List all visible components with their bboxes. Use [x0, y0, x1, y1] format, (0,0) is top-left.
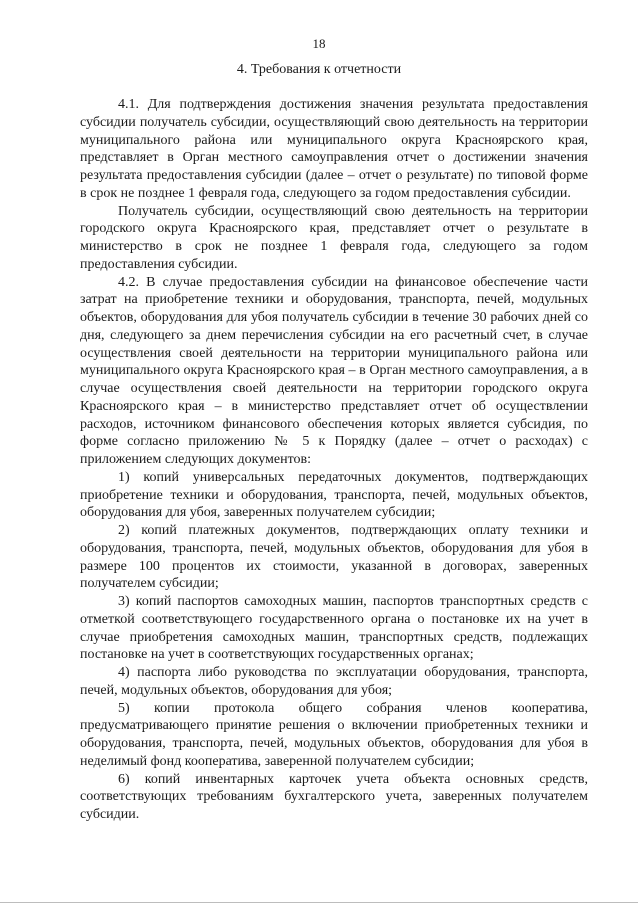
- list-item-2: 2) копий платежных документов, подтверждающих оплату техники и оборудования, транспорта, печей, модульных объектов, оборудования для убоя в размере 100 процентов их стоимости, указанной в договорах, заверенных получателем субсидии;: [80, 523, 588, 592]
- document-body: [80, 96, 588, 824]
- list-item-3: 3) копий паспортов самоходных машин, паспортов транспортных средств с отметкой соответствующего государственного органа о постановке их на учет в случае приобретения самоходных машин, транспортных средств, подлежащих постановке на учет в соответствующих государственных органах;: [80, 594, 588, 663]
- page-bottom-rule: [0, 902, 638, 903]
- list-item-1: 1) копий универсальных передаточных документов, подтверждающих приобретение техники и оборудования, транспорта, печей, модульных объектов, оборудования для убоя, заверенных получателем субсидии;: [80, 469, 588, 521]
- list-item-6: 6) копий инвентарных карточек учета объекта основных средств, соответствующих требованиям бухгалтерского учета, заверенных получателем субсидии.: [80, 771, 588, 822]
- list-item-4: 4) паспорта либо руководства по эксплуатации оборудования, транспорта, печей, модульных объектов, оборудования для убоя;: [80, 665, 588, 698]
- paragraph-4-2: 4.2. В случае предоставления субсидии на финансовое обеспечение части затрат на приобретение техники и оборудования, транспорта, печей, модульных объектов, оборудования для убоя получатель субсидии в течение 30 рабочих дней со дня, следующего за днем перечисления субсидии на его расчетный счет, в случае осуществления своей деятельности на территории муниципального района или муниципального округа Красноярского края – в Орган местного самоуправления, а в случае осуществления своей деятельности на территории городского округа Красноярского края – в министерство представляет отчет об осуществлении расходов, источником финансового обеспечения которых является субсидия, по форме согласно приложению № 5 к Порядку (далее – отчет о расходах) с приложением следующих документов:: [80, 274, 588, 467]
- paragraph-4-1: 4.1. Для подтверждения достижения значения результата предоставления субсидии получатель субсидии, осуществляющий свою деятельность на территории муниципального района или муниципального округа Красноярского края, представляет в Орган местного самоуправления отчет о достижении значения результата предоставления субсидии (далее – отчет о результате) по типовой форме в срок не позднее 1 февраля года, следующего за годом предоставления субсидии.: [80, 97, 588, 201]
- paragraph-recipient-city: Получатель субсидии, осуществляющий свою деятельность на территории городского округа Красноярского края, представляет отчет о результате в министерство в срок не позднее 1 февраля года, следующего за годом предоставления субсидии.: [80, 203, 588, 272]
- list-item-5: 5) копии протокола общего собрания членов кооператива, предусматривающего принятие решения о включении приобретенных техники и оборудования, транспорта, печей, модульных объектов, оборудования для убоя в неделимый фонд кооператива, заверенной получателем субсидии;: [80, 700, 588, 769]
- section-title: 4. Требования к отчетности: [236, 62, 402, 77]
- page-number: 18: [312, 36, 326, 51]
